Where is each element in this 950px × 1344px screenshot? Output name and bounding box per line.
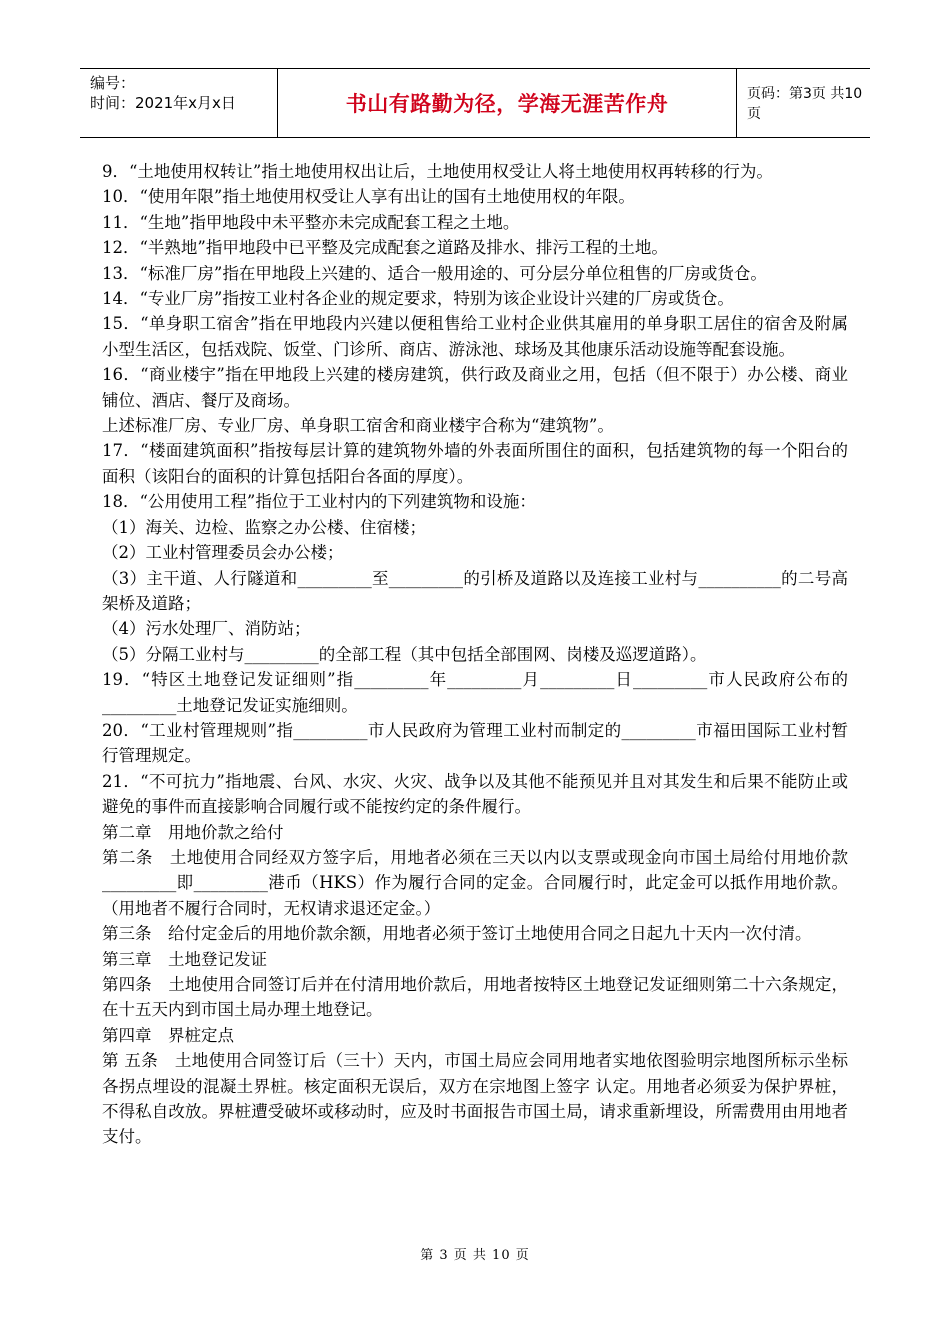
chapter-heading: 第三章 土地登记发证 — [102, 949, 267, 969]
chapter-heading: 第四章 界桩定点 — [102, 1025, 234, 1045]
paragraph: 16．“商业楼宇”指在甲地段上兴建的楼房建筑，供行政及商业之用，包括（但不限于）办公楼、商业铺位、酒店、餐厅及商场。 — [102, 365, 848, 410]
list-item: （1）海关、边检、监察之办公楼、住宿楼； — [102, 517, 426, 537]
paragraph: 11．“生地”指甲地段中未平整亦未完成配套工程之土地。 — [102, 212, 520, 232]
paragraph: 21．“不可抗力”指地震、台风、水灾、火灾、战争以及其他不能预见并且对其发生和后果不能防止或避免的事件而直接影响合同履行或不能按约定的条件履行。 — [102, 771, 848, 817]
header-motto: 书山有路勤为径，学海无涯苦作舟 — [278, 69, 737, 137]
paragraph: 12．“半熟地”指甲地段中已平整及完成配套之道路及排水、排污工程的土地。 — [102, 238, 668, 258]
document-time-label: 时间：2021年x月x日 — [90, 94, 236, 112]
paragraph: 上述标准厂房、专业厂房、单身职工宿舍和商业楼宇合称为“建筑物”。 — [102, 416, 614, 436]
paragraph: 20．“工业村管理规则”指_________市人民政府为管理工业村而制定的_________市福田国际工业村暂行管理规定。 — [102, 720, 848, 766]
page-footer: 第 3 页 共 10 页 — [420, 1248, 530, 1263]
page-header — [80, 68, 870, 138]
paragraph: 第二条 土地使用合同经双方签字后，用地者必须在三天以内以支票或现金向市国土局给付用地价款_________即_________港币（HKS）作为履行合同的定金。合同履行时，此定金可以抵作用地价款。（用地者不履行合同时，无权请求退还定金。） — [102, 847, 848, 918]
paragraph: 第三条 给付定金后的用地价款余额，用地者必须于签订土地使用合同之日起九十天内一次付清。 — [102, 924, 812, 944]
paragraph: 14．“专业厂房”指按工业村各企业的规定要求，特别为该企业设计兴建的厂房或货仓。 — [102, 289, 734, 309]
chapter-heading: 第二章 用地价款之给付 — [102, 822, 284, 842]
paragraph: 第 五条 土地使用合同签订后（三十）天内，市国土局应会同用地者实地依图验明宗地图所标示坐标各拐点埋设的混凝土界桩。核定面积无误后，双方在宗地图上签字 认定。用地者必须妥为保护界桩，不得私自改放。界桩遭受破坏或移动时，应及时书面报告市国土局，请求重新埋设，所需费用由用地者支付。 — [102, 1051, 848, 1147]
list-item: （2）工业村管理委员会办公楼； — [102, 543, 344, 563]
paragraph: 13．“标准厂房”指在甲地段上兴建的、适合一般用途的、可分层分单位租售的厂房或货仓。 — [102, 263, 767, 283]
document-number-label: 编号： — [90, 74, 136, 92]
paragraph: 17．“楼面建筑面积”指按每层计算的建筑物外墙的外表面所围住的面积，包括建筑物的每一个阳台的面积（该阳台的面积的计算包括阳台各面的厚度）。 — [102, 441, 848, 486]
header-meta — [80, 69, 278, 137]
list-item: （5）分隔工业村与_________的全部工程（其中包括全部围网、岗楼及巡逻道路）。 — [102, 644, 707, 664]
list-item: （4）污水处理厂、消防站； — [102, 619, 311, 639]
paragraph: 10．“使用年限”指土地使用权受让人享有出让的国有土地使用权的年限。 — [102, 187, 635, 207]
paragraph: 第四条 土地使用合同签订后并在付清用地价款后，用地者按特区土地登记发证细则第二十六条规定，在十五天内到市国土局办理土地登记。 — [102, 975, 848, 1020]
header-page-label: 页码：第3页 共10页 — [747, 86, 863, 122]
paragraph: 18．“公用使用工程”指位于工业村内的下列建筑物和设施： — [102, 492, 536, 512]
paragraph: 9．“土地使用权转让”指土地使用权出让后，土地使用权受让人将土地使用权再转移的行为。 — [102, 162, 773, 181]
paragraph: 19．“特区土地登记发证细则”指_________年_________月_________日_________市人民政府公布的_________土地登记发证实施细则。 — [102, 670, 848, 715]
document-body — [102, 159, 848, 1150]
list-item: （3）主干道、人行隧道和_________至_________的引桥及道路以及连接工业村与__________的二号高架桥及道路； — [102, 568, 848, 613]
paragraph: 15．“单身职工宿舍”指在甲地段内兴建以便租售给工业村企业供其雇用的单身职工居住的宿舍及附属小型生活区，包括戏院、饭堂、门诊所、商店、游泳池、球场及其他康乐活动设施等配套设施。 — [102, 314, 848, 359]
